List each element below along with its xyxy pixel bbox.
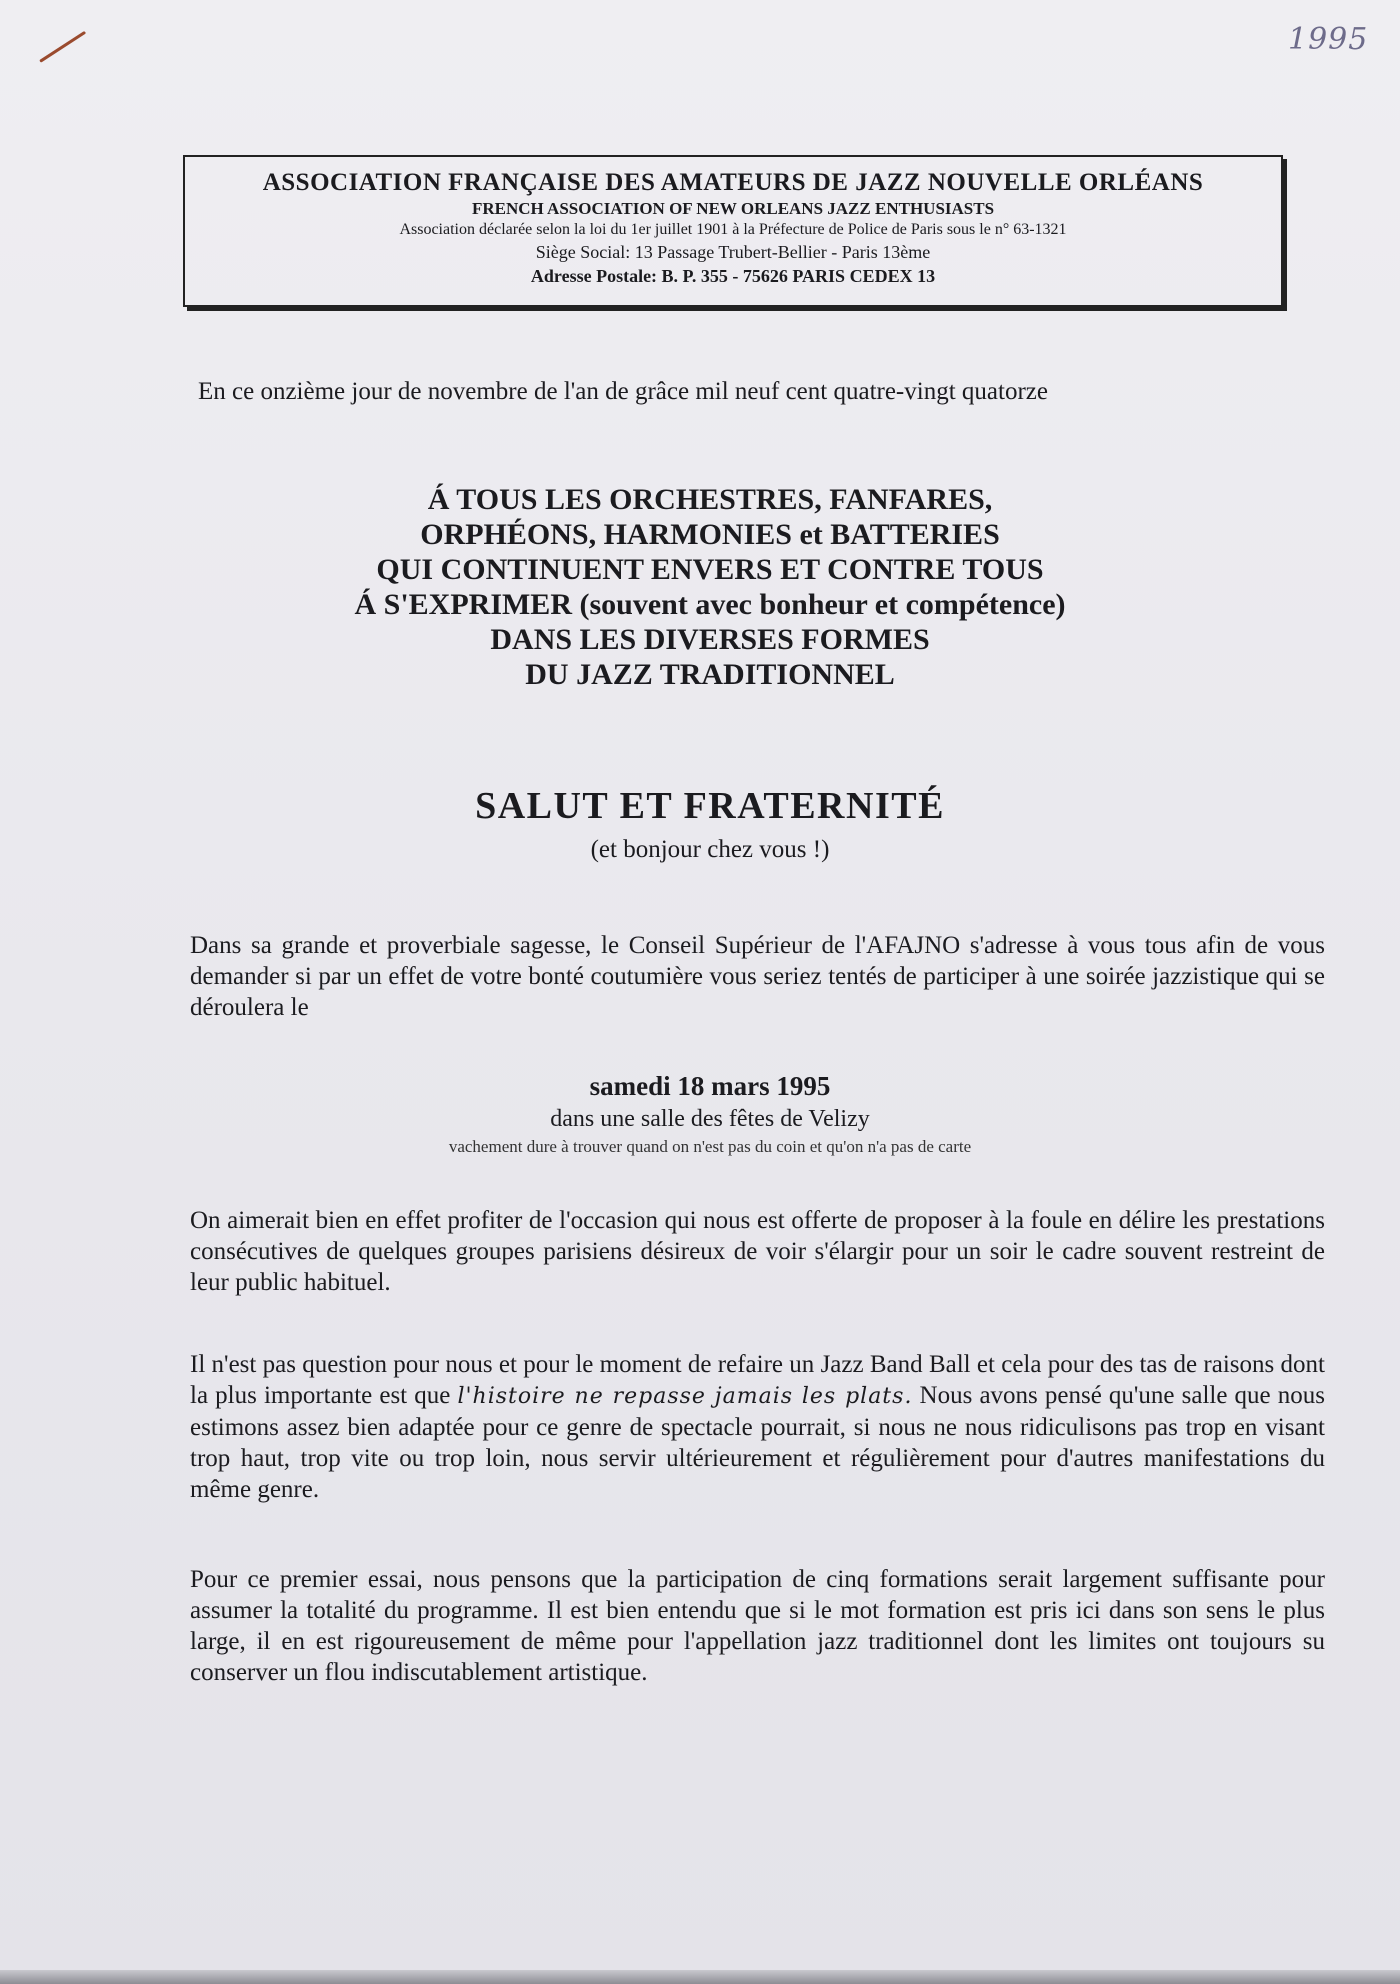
paragraph-venue-plan xyxy=(190,1349,1325,1505)
event-date: samedi 18 mars 1995 xyxy=(589,1071,831,1101)
dateline: En ce onzième jour de novembre de l'an de grâce mil neuf cent quatre-vingt quatorze xyxy=(198,378,1048,405)
association-name-fr: ASSOCIATION FRANÇAISE DES AMATEURS DE JAZZ NOUVELLE ORLÉANS xyxy=(262,169,1204,196)
heading-line: DU JAZZ TRADITIONNEL xyxy=(525,658,895,691)
association-postal-address: Adresse Postale: B. P. 355 - 75626 PARIS CEDEX 13 xyxy=(530,266,936,286)
salutation-subtitle: (et bonjour chez vous !) xyxy=(590,836,830,863)
address-heading xyxy=(330,482,1090,692)
paragraph-text: Nous avons pensé qu'une salle que nous estimons assez bien adaptée pour ce genre de spectacle pourrait, si nous ne nous ridiculisons pas trop en visant trop haut, trop vite ou trop loin, nous servir ultérieurement et régulièrement pour d'autres manifestations du même genre. xyxy=(190,1382,1325,1503)
association-legal-notice: Association déclarée selon la loi du 1er juillet 1901 à la Préfecture de Police de Paris sous le n° 63-1321 xyxy=(399,221,1067,238)
event-venue-note: vachement dure à trouver quand on n'est pas du coin et qu'on n'a pas de carte xyxy=(448,1137,972,1156)
letterhead-box xyxy=(183,155,1283,307)
heading-line: DANS LES DIVERSES FORMES xyxy=(490,623,930,656)
association-siege-social: Siège Social: 13 Passage Trubert-Bellier - Paris 13ème xyxy=(535,242,931,262)
heading-line: Á S'EXPRIMER (souvent avec bonheur et compétence) xyxy=(354,588,1066,621)
paragraph-intro: Dans sa grande et proverbiale sagesse, le Conseil Supérieur de l'AFAJNO s'adresse à vous tous afin de vous demander si par un effet de votre bonté coutumière vous seriez tentés de participer à une soirée jazzistique qui se déroulera le xyxy=(190,932,1325,1021)
association-name-en: FRENCH ASSOCIATION OF NEW ORLEANS JAZZ ENTHUSIASTS xyxy=(471,199,995,218)
pencil-mark xyxy=(39,31,86,63)
salutation-title: SALUT ET FRATERNITÉ xyxy=(475,785,945,827)
heading-line: ORPHÉONS, HARMONIES et BATTERIES xyxy=(420,518,1000,551)
paragraph-purpose: On aimerait bien en effet profiter de l'occasion qui nous est offerte de proposer à la foule en délire les prestations consécutives de quelques groupes parisiens désireux de voir s'élargir pour un soir le cadre souvent restreint de leur public habituel. xyxy=(190,1207,1325,1296)
event-venue: dans une salle des fêtes de Velizy xyxy=(550,1106,870,1132)
paragraph-text: Il n'est pas question pour nous et pour le moment de refaire un Jazz Band Ball et cela pour des tas de raisons dont la plus importante est que xyxy=(190,1351,1325,1409)
paragraph-italic-quote: l'histoire ne repasse jamais les plats. xyxy=(457,1384,913,1409)
handwritten-page-number: 1995 xyxy=(1288,22,1369,57)
heading-line: Á TOUS LES ORCHESTRES, FANFARES, xyxy=(427,483,993,516)
paragraph-programme: Pour ce premier essai, nous pensons que la participation de cinq formations serait largement suffisante pour assumer la totalité du programme. Il est bien entendu que si le mot formation est pris ici dans son sens le plus large, il en est rigoureusement de même pour l'appellation jazz traditionnel dont les limites ont toujours su conserver un flou indiscutablement artistique. xyxy=(190,1566,1325,1686)
heading-line: QUI CONTINUENT ENVERS ET CONTRE TOUS xyxy=(376,553,1044,586)
scan-edge xyxy=(0,1970,1400,1984)
